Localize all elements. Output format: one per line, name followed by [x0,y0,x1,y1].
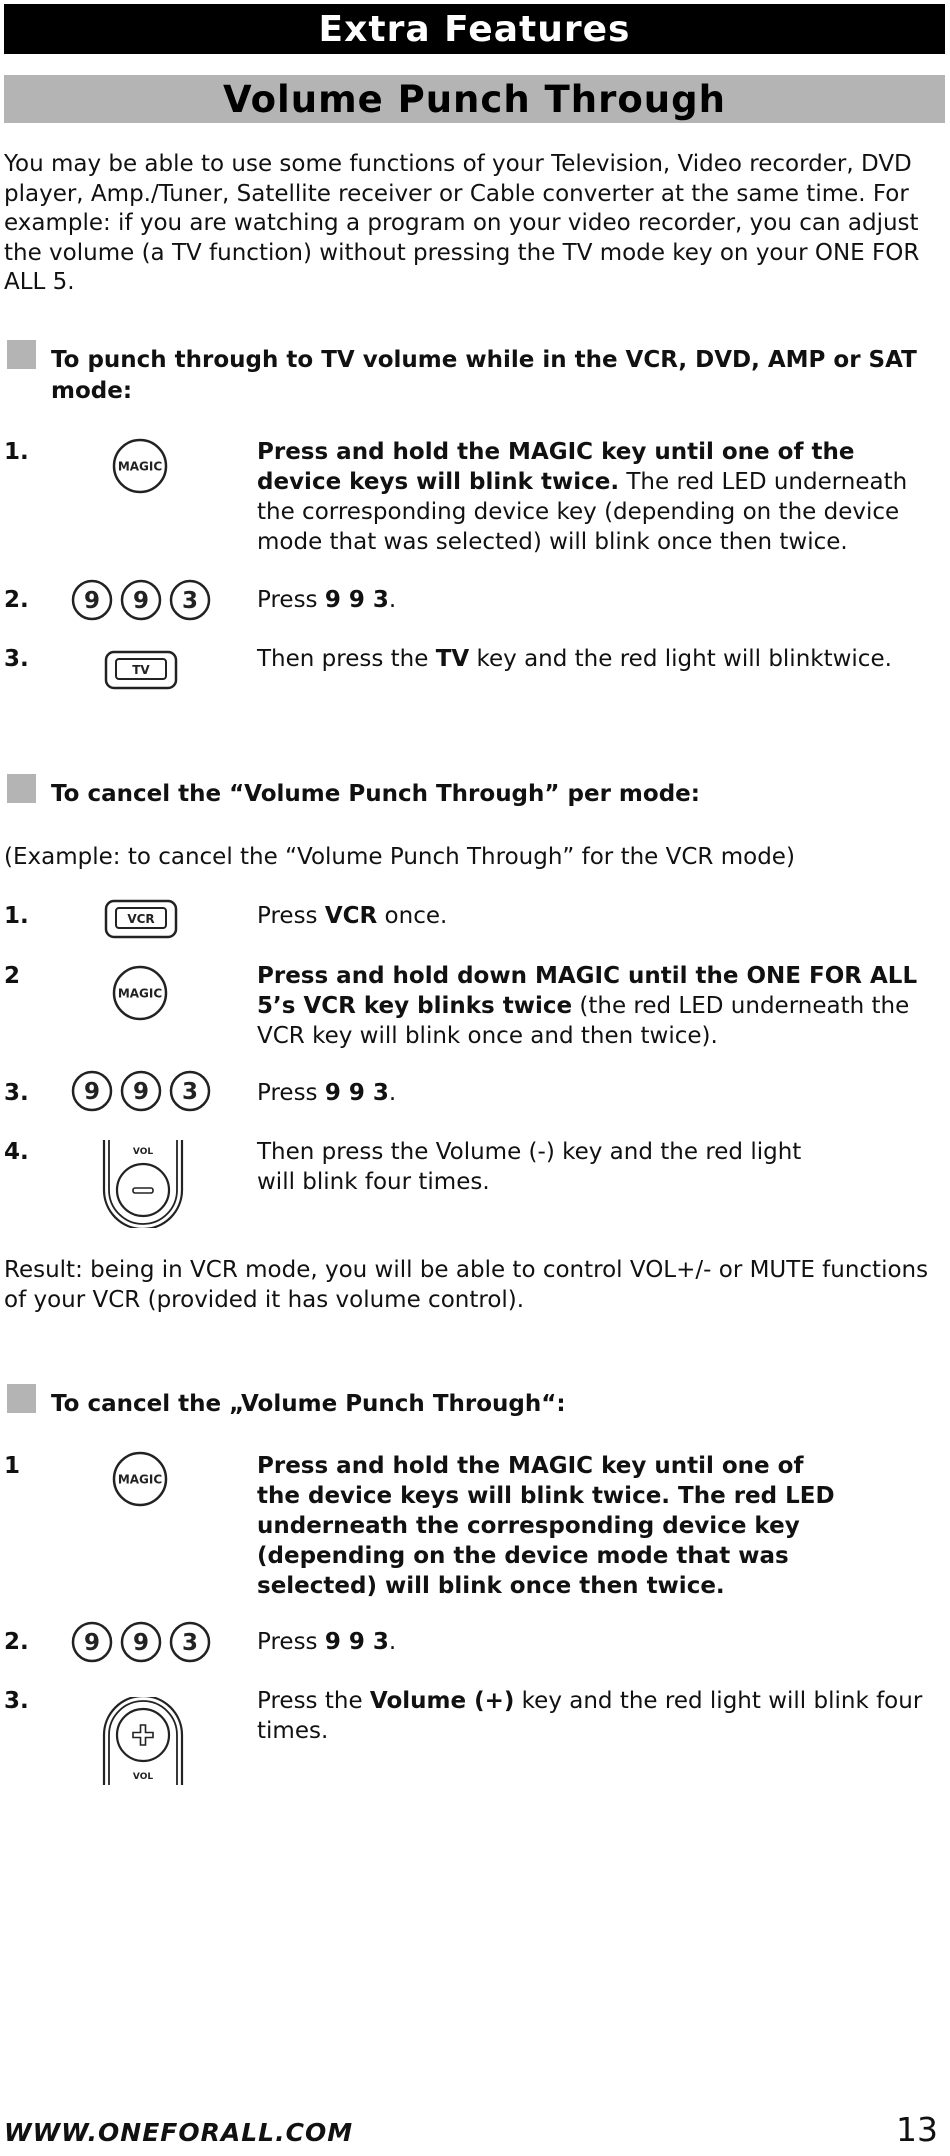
section1-heading: To punch through to TV volume while in the VCR, DVD, AMP or SAT mode: [51,347,917,404]
step-description [257,901,937,931]
magic-key-icon [110,1449,170,1509]
step-description [257,961,937,1051]
magic-key-label: MAGIC [117,1472,163,1487]
digit-9-label: 9 [132,1079,150,1105]
vol-label: VOL [132,1147,154,1157]
section-marker [7,340,36,369]
step-number: 2. [4,1629,29,1655]
step-number: 1 [4,1453,21,1479]
magic-key-icon [110,436,170,496]
step-bold-text: 9 9 3 [324,1629,389,1655]
digit-9-label: 9 [132,1630,150,1656]
section-marker [7,774,36,803]
step-text: (the red LED underneath the VCR key will blink once and then twice). [257,993,910,1049]
step-bold-text: Volume (+) [369,1688,515,1714]
volume-minus-key-icon [101,1140,185,1228]
magic-key-label: MAGIC [117,459,163,474]
tv-key-label: TV [132,663,150,677]
step-number: 1. [4,439,29,465]
vcr-key-label: VCR [127,912,155,926]
digit-3-label: 3 [181,1630,199,1656]
intro-paragraph: You may be able to use some functions of your Television, Video recorder, DVD player, Amp./Tuner, Satellite receiver or Cable converter at the same time. For example: if you are watching a program on your video recorder, you can adjust the volume (a TV function) without pressing the TV mode key on your ONE FOR ALL 5. [4,151,920,295]
step-text: once. [377,903,448,929]
vcr-key-icon [104,899,178,939]
section2-heading: To cancel the “Volume Punch Through” per mode: [51,781,700,807]
step-text: . [388,587,397,613]
step-bold-text: TV [435,646,470,672]
step-text: key and the red light will blink four times. [257,1688,923,1744]
digit-9-label: 9 [83,588,101,614]
step-description [257,1627,937,1657]
step-number: 2. [4,587,29,613]
step-bold-text: 9 9 3 [324,587,389,613]
step-description [257,1078,937,1108]
subtitle-banner [4,75,945,123]
step-number: 2 [4,963,21,989]
step-description [257,585,937,615]
header-title: Extra Features [318,8,631,50]
step-bold-text: VCR [324,903,378,929]
digit-9-label: 9 [83,1630,101,1656]
subtitle-title: Volume Punch Through [223,77,726,121]
step-number: 3. [4,1688,29,1714]
step-number: 3. [4,1080,29,1106]
example-note: (Example: to cancel the “Volume Punch Through” for the VCR mode) [4,844,795,870]
digit-9-label: 9 [83,1079,101,1105]
volume-plus-key-icon [101,1697,185,1785]
step-number: 4. [4,1139,29,1165]
section-marker [7,1384,36,1413]
magic-key-label: MAGIC [117,986,163,1001]
step-text: The red LED underneath the corresponding device key (depending on the device mode that was selected) will blink once then twice. [257,469,908,555]
magic-key-icon [110,963,170,1023]
step-text: . [388,1629,397,1655]
section3-heading: To cancel the „Volume Punch Through“: [51,1391,566,1417]
header-banner [4,4,945,54]
step-description [257,644,937,674]
digit-9-label: 9 [132,588,150,614]
step-text: . [388,1080,397,1106]
step-number: 3. [4,646,29,672]
step-text: key and the red light will blinktwice. [469,646,892,672]
step-description [257,1686,937,1746]
digit-keys-993-icon [70,1620,215,1664]
step-text: Press [257,903,325,929]
footer-website-url: WWW.ONEFORALL.COM [4,2118,354,2147]
step-description [257,437,937,557]
step-text: Press [257,1080,325,1106]
page-number: 13 [896,2110,938,2149]
step-text: Press [257,1629,325,1655]
step-text: Press [257,587,325,613]
step-description [257,1451,847,1601]
step-bold-text: Press and hold down MAGIC until the ONE FOR ALL 5’s VCR key blinks twice [257,963,918,1019]
vol-label: VOL [132,1772,154,1782]
digit-3-label: 3 [181,588,199,614]
step-description: Then press the Volume (-) key and the red light will blink four times. [257,1139,802,1195]
tv-key-icon [104,650,178,690]
step-number: 1. [4,903,29,929]
digit-keys-993-icon [70,1069,215,1113]
step-text: Press the [257,1688,370,1714]
step-text: Then press the [257,646,436,672]
step-bold-text: 9 9 3 [324,1080,389,1106]
step-bold-text: Press and hold the MAGIC key until one of the device keys will blink twice. [257,439,855,495]
digit-3-label: 3 [181,1079,199,1105]
result-note: Result: being in VCR mode, you will be able to control VOL+/- or MUTE functions of your VCR (provided it has volume control). [4,1257,929,1313]
digit-keys-993-icon [70,578,215,622]
step-bold-text: Press and hold the MAGIC key until one of the device keys will blink twice. The red LED underneath the corresponding device key (depending on the device mode that was selected) will blink once then twice. [257,1453,835,1599]
